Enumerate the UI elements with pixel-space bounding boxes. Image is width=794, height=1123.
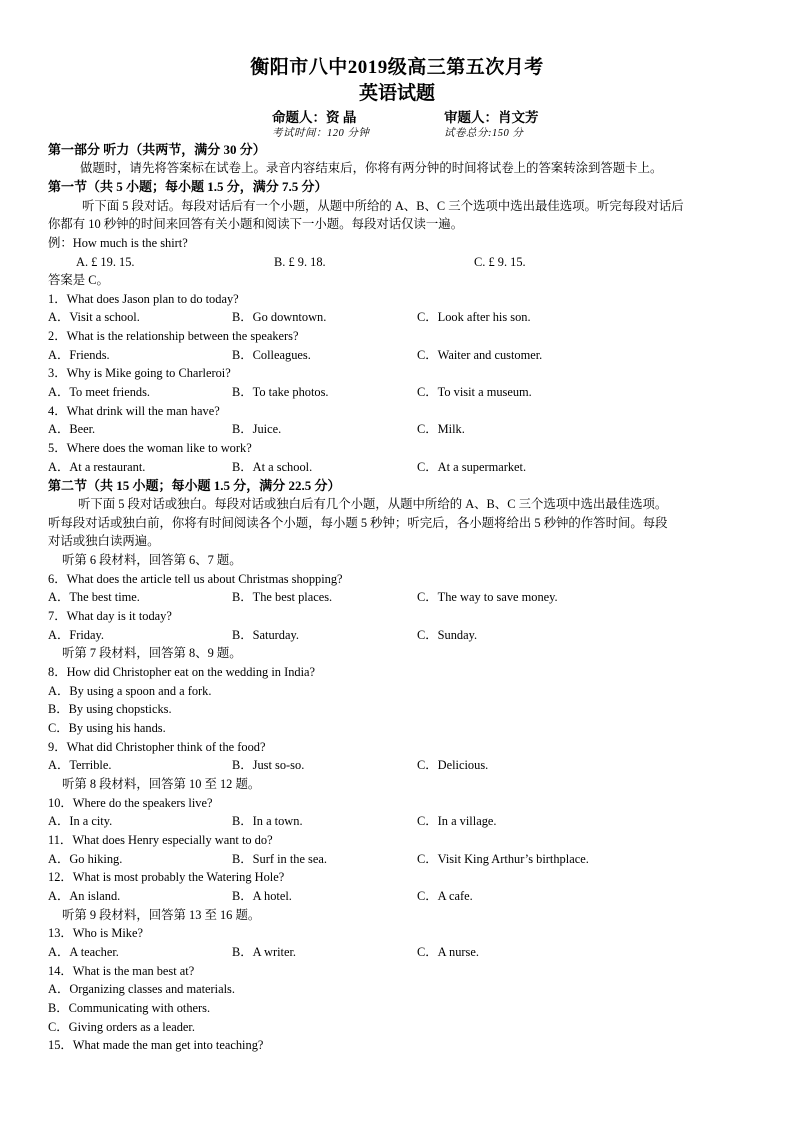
question-14: 14．What is the man best at? (48, 964, 195, 978)
q1-option-b: B．Go downtown. (232, 310, 327, 324)
example-option-b: B. £ 9. 18. (274, 255, 326, 269)
q10-option-b: B．In a town. (232, 814, 303, 828)
q2-option-b: B．Colleagues. (232, 348, 311, 362)
material-7-note: 听第 7 段材料，回答第 8、9 题。 (62, 646, 242, 660)
question-6: 6．What does the article tell us about Christmas shopping? (48, 572, 343, 586)
part1-intro: 做题时，请先将答案标在试卷上。录音内容结束后，你将有两分钟的时间将试卷上的答案转涂到答题卡上。 (80, 161, 663, 175)
question-10: 10．Where do the speakers live? (48, 796, 213, 810)
q3-option-a: A．To meet friends. (48, 385, 151, 399)
question-12: 12．What is most probably the Watering Hole? (48, 870, 285, 884)
q10-option-c: C．In a village. (417, 814, 497, 828)
q4-option-a: A．Beer. (48, 422, 96, 436)
question-13: 13．Who is Mike? (48, 926, 143, 940)
q9-option-b: B．Just so-so. (232, 758, 305, 772)
q1-option-c: C．Look after his son. (417, 310, 531, 324)
q11-option-b: B．Surf in the sea. (232, 852, 327, 866)
question-15: 15．What made the man get into teaching? (48, 1038, 264, 1052)
exam-title: 衡阳市八中2019级高三第五次月考 (250, 57, 544, 78)
section2-heading: 第二节（共 15 小题；每小题 1.5 分，满分 22.5 分） (48, 478, 341, 493)
example-answer: 答案是 C。 (48, 273, 109, 287)
q5-option-c: C．At a supermarket. (417, 460, 527, 474)
q12-option-a: A．An island. (48, 889, 121, 903)
material-8-note: 听第 8 段材料，回答第 10 至 12 题。 (62, 777, 261, 791)
q9-option-c: C．Delicious. (417, 758, 489, 772)
q5-option-b: B．At a school. (232, 460, 313, 474)
q8-option-c: C．By using his hands. (48, 721, 166, 735)
q6-option-a: A．The best time. (48, 590, 140, 604)
question-3: 3．Why is Mike going to Charleroi? (48, 366, 231, 380)
q4-option-b: B．Juice. (232, 422, 282, 436)
question-9: 9．What did Christopher think of the food? (48, 740, 266, 754)
exam-time: 考试时间：120 分钟 (272, 128, 370, 139)
section1-intro-line2: 你都有 10 秒钟的时间来回答有关小题和阅读下一小题。每段对话仅读一遍。 (48, 217, 464, 231)
q14-option-c: C．Giving orders as a leader. (48, 1020, 195, 1034)
q2-option-a: A．Friends. (48, 348, 110, 362)
q4-option-c: C．Milk. (417, 422, 465, 436)
q8-option-b: B．By using chopsticks. (48, 702, 172, 716)
q3-option-c: C．To visit a museum. (417, 385, 532, 399)
question-11: 11．What does Henry especially want to do? (48, 833, 273, 847)
material-9-note: 听第 9 段材料，回答第 13 至 16 题。 (62, 908, 261, 922)
q12-option-b: B．A hotel. (232, 889, 292, 903)
question-8: 8．How did Christopher eat on the wedding in India? (48, 665, 316, 679)
example-question: 例：How much is the shirt? (48, 236, 188, 250)
q1-option-a: A．Visit a school. (48, 310, 140, 324)
q9-option-a: A．Terrible. (48, 758, 112, 772)
part1-heading: 第一部分 听力（共两节，满分 30 分） (48, 142, 266, 157)
q8-option-a: A．By using a spoon and a fork. (48, 684, 212, 698)
q11-option-c: C．Visit King Arthur’s birthplace. (417, 852, 589, 866)
question-4: 4．What drink will the man have? (48, 404, 220, 418)
section1-heading: 第一节（共 5 小题；每小题 1.5 分，满分 7.5 分） (48, 179, 328, 194)
exam-subtitle: 英语试题 (358, 83, 435, 104)
q13-option-a: A．A teacher. (48, 945, 119, 959)
q5-option-a: A．At a restaurant. (48, 460, 146, 474)
q6-option-b: B．The best places. (232, 590, 333, 604)
reviewer-name: 审题人：肖文芳 (444, 110, 539, 125)
question-7: 7．What day is it today? (48, 609, 172, 623)
q7-option-a: A．Friday. (48, 628, 104, 642)
question-5: 5．Where does the woman like to work? (48, 441, 252, 455)
example-option-c: C. £ 9. 15. (474, 255, 526, 269)
q12-option-c: C．A cafe. (417, 889, 473, 903)
section2-intro-line2: 听每段对话或独白前，你将有时间阅读各个小题，每小题 5 秒钟；听完后，各小题将给出 5 秒钟的作答时间。每段 (48, 516, 668, 530)
exam-total-score: 试卷总分:150 分 (444, 128, 524, 139)
section1-intro-line1: 听下面 5 段对话。每段对话后有一个小题，从题中所给的 A、B、C 三个选项中选出最佳选项。听完每段对话后 (82, 199, 684, 213)
q13-option-c: C．A nurse. (417, 945, 479, 959)
q13-option-b: B．A writer. (232, 945, 297, 959)
q7-option-c: C．Sunday. (417, 628, 478, 642)
q11-option-a: A．Go hiking. (48, 852, 123, 866)
q14-option-b: B．Communicating with others. (48, 1001, 211, 1015)
question-2: 2．What is the relationship between the speakers? (48, 329, 299, 343)
q3-option-b: B．To take photos. (232, 385, 329, 399)
q2-option-c: C．Waiter and customer. (417, 348, 543, 362)
q6-option-c: C．The way to save money. (417, 590, 558, 604)
setter-name: 命题人：资 晶 (272, 110, 357, 125)
section2-intro-line3: 对话或独白读两遍。 (48, 534, 160, 548)
question-1: 1．What does Jason plan to do today? (48, 292, 239, 306)
section2-intro-line1: 听下面 5 段对话或独白。每段对话或独白后有几个小题，从题中所给的 A、B、C 三个选项中选出最佳选项。 (78, 497, 668, 511)
q10-option-a: A．In a city. (48, 814, 113, 828)
q7-option-b: B．Saturday. (232, 628, 299, 642)
material-6-note: 听第 6 段材料，回答第 6、7 题。 (62, 553, 242, 567)
example-option-a: A. £ 19. 15. (76, 255, 135, 269)
q14-option-a: A．Organizing classes and materials. (48, 982, 235, 996)
